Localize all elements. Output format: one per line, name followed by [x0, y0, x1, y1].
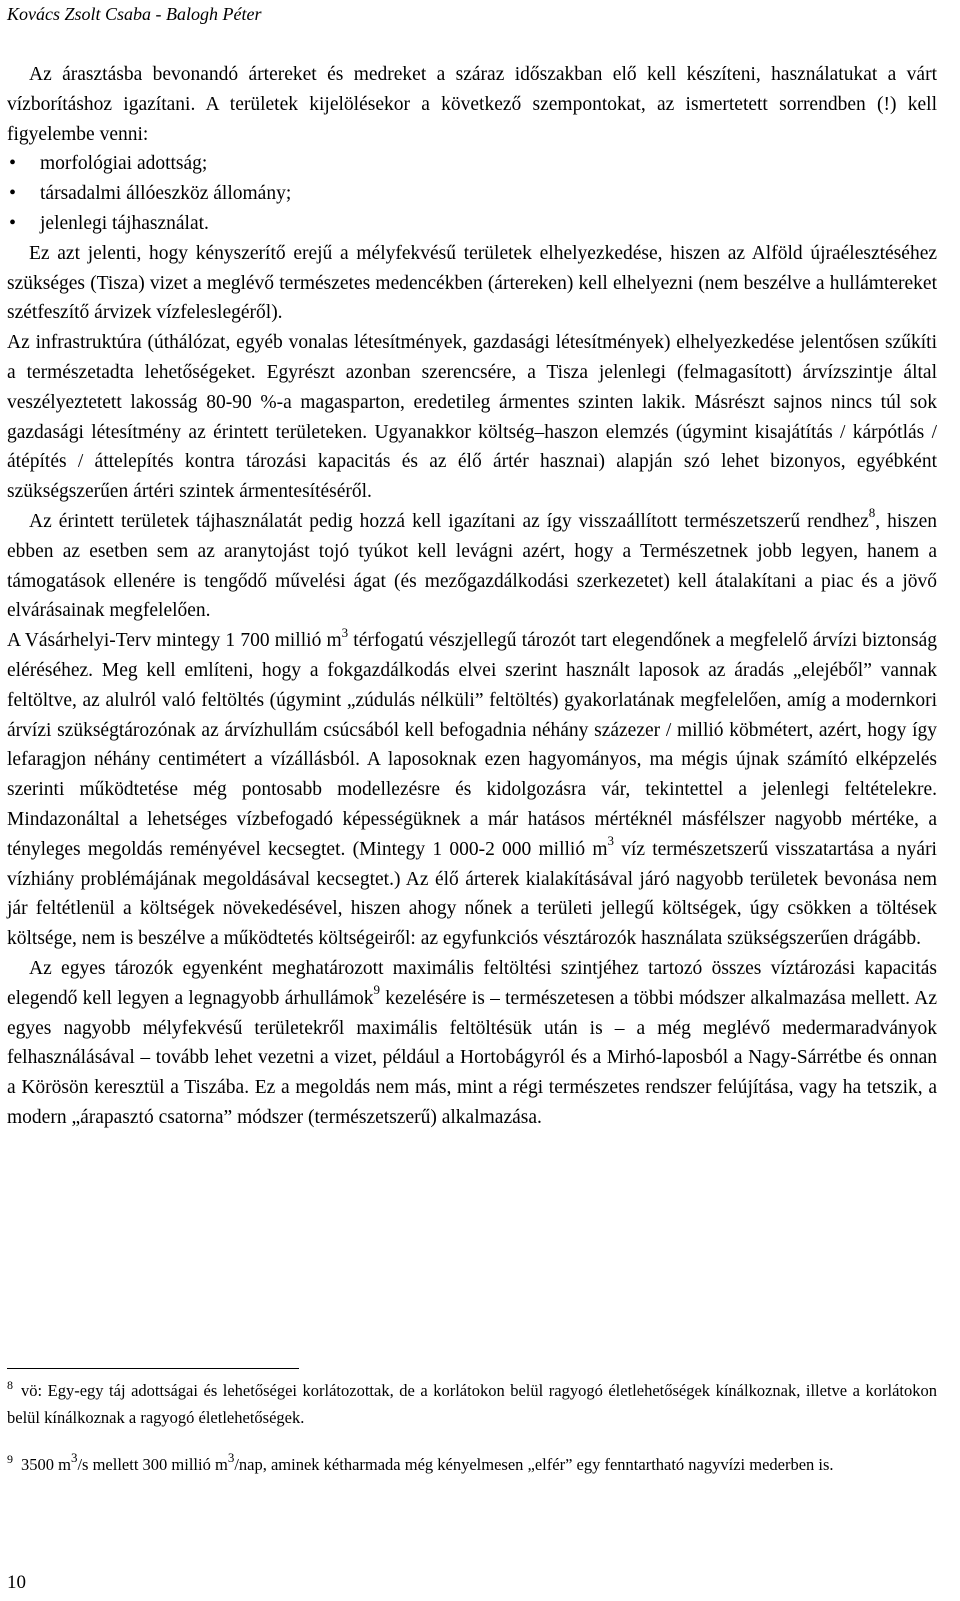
footnote-9: $^9$ 3500 $m^3/s$ mellett 300 millió $m^3$/nap, aminek kétharmada még kényelmesen „elfér” egy fenntartható nagyvízi mederben is. [7, 1449, 834, 1474]
main-text [7, 60, 937, 1133]
paragraph-2: Ez azt jelenti, hogy kényszerítő erejű a mélyfekvésű területek elhelyezkedése, hiszen az Alföld újraélesztéséhez szükséges (Tisza) vizet a meglévő természetes medencékben (ártereken) kell elhelyezni (nem beszélve a hullámtereket szétfeszítő árvizek vízfeleslegéről). [7, 242, 937, 324]
footnote-ref: 8 [868, 505, 876, 521]
footnote-separator [7, 1368, 299, 1369]
criteria-list [7, 149, 937, 238]
running-header: Kovács Zsolt Csaba - Balogh Péter [7, 4, 262, 24]
superscript: 3 [341, 624, 349, 640]
list-item: • társadalmi állóeszköz állomány; [7, 179, 937, 209]
list-item: • morfológiai adottság; [7, 149, 937, 179]
paragraph-3: Az infrastruktúra (úthálózat, egyéb vonalas létesítmények, gazdasági létesítmények) elhelyezkedése jelentősen szűkíti a természetadta lehetőségeket. Egyrészt azonban szerencsére, a Tisza jelenlegi (felmagasított) árvízszintje által veszélyeztetett lakosság 80-90 %-a magasparton, eredetileg ármentes szinten lakik. Másrészt sajnos nincs túl sok gazdasági létesítmény az érintett területeken. Ugyanakkor költség–haszon elemzés (úgymint kisajátítás / kárpótlás / átépítés / áttelepítés kontra tározási kapacitás és az élő ártér hasznai) alapján szó lehet bizonyos, egyébként szükségszerűen ártéri szintek ármentesítéséről. [7, 332, 937, 503]
paragraph-6: Az egyes tározók egyenként meghatározott maximális feltöltési szintjéhez tartozó összes víztározási kapacitás elegendő kell legyen a legnagyobb árhullámok$^9$ kezelésére is – természetesen a többi módszer alkalmazása mellett. Az egyes nagyobb mélyfekvésű területekről maximális feltöltésük után is – a még meglévő medermaradványok felhasználásával – tovább lehet vezetni a vizet, például a Hortobágyról és a Mirhó-laposból a Nagy-Sárrétbe és onnan a Körösön keresztül a Tiszába. Ez a megoldás nem más, mint a régi természetes rendszer felújítása, vagy ha tetszik, a modern „árapasztó csatorna” módszer (természetszerű) alkalmazása. [7, 957, 937, 1128]
paragraph-5: A Vásárhelyi-Terv mintegy 1 700 millió $m^3$ térfogatú vészjellegű tározót tart elegendőnek a megfelelő árvízi biztonság eléréséhez. Meg kell említeni, hogy a fokgazdálkodás elvei szerint használt laposok az áradás „elejéből” vannak feltöltve, az alulról való feltöltés (úgymint „zúdulás nélküli” feltöltés) gyakorlatának megfelelően, amíg a modernkori árvízi szükségtározónak az árvízhullám csúcsából kell befogadnia néhány százezer / millió köbmétert, azért, hogy így lefaragjon néhány centimétert a vízállásból. A laposoknak ezen hagyományos, ma mégis újnak számító elképzelés szerinti működtetése még pontosabb modellezésre és kidolgozásra vár, tekintettel a jelenlegi feltételekre. Mindazonáltal a lehetséges vízbefogadó képességüknek a már hatásos mértéknél másfélszer nagyobb mértéke, a tényleges megoldás reményével kecsegtet. (Mintegy 1 000-2 000 millió $m^3$ víz természetszerű visszatartása a nyári vízhiány problémájának megoldásával kecsegtet.) Az élő árterek kialakításával járó nagyobb területek bevonása nem jár feltétlenül a költségek növekedésével, hiszen ahogy nőnek a területi jellegű költségek, úgy csökken a töltések költsége, nem is beszélve a működtetés költségeiről: az egyfunkciós vésztározók használata szükségszerűen drágább. [7, 624, 937, 950]
list-item: • jelenlegi tájhasználat. [7, 209, 937, 239]
superscript: 3 [607, 833, 614, 849]
footnote-ref: 9 [373, 982, 381, 998]
paragraph-1: Az árasztásba bevonandó ártereket és medreket a száraz időszakban elő kell készíteni, használatukat a várt vízborításhoz igazítani. A területek kijelölésekor a következő szempontokat, az ismertetett sorrendben (!) kell figyelembe venni: [7, 64, 937, 145]
footnotes [7, 1378, 937, 1500]
paragraph-4: Az érintett területek tájhasználatát pedig hozzá kell igazítani az így visszaállított természetszerű rendhez$^8$, hiszen ebben az esetben sem az aranytojást tojó tyúkot kell levágni azért, hogy a Természetnek jobb legyen, hanem a támogatások ellenére is tengődő művelési ágat (és mezőgazdálkodási szerkezetet) kell átalakítani a piac és a jövő elvárásainak megfelelően. [7, 505, 937, 622]
page-number: 10 [7, 1572, 26, 1593]
footnote-8: $^8$ vö: Egy-egy táj adottságai és lehetőségei korlátozottak, de a korlátokon belül ragyogó életlehetőségek kínálkoznak, illetve a korlátokon belül kínálkoznak a ragyogó életlehetőségek. [7, 1378, 937, 1427]
